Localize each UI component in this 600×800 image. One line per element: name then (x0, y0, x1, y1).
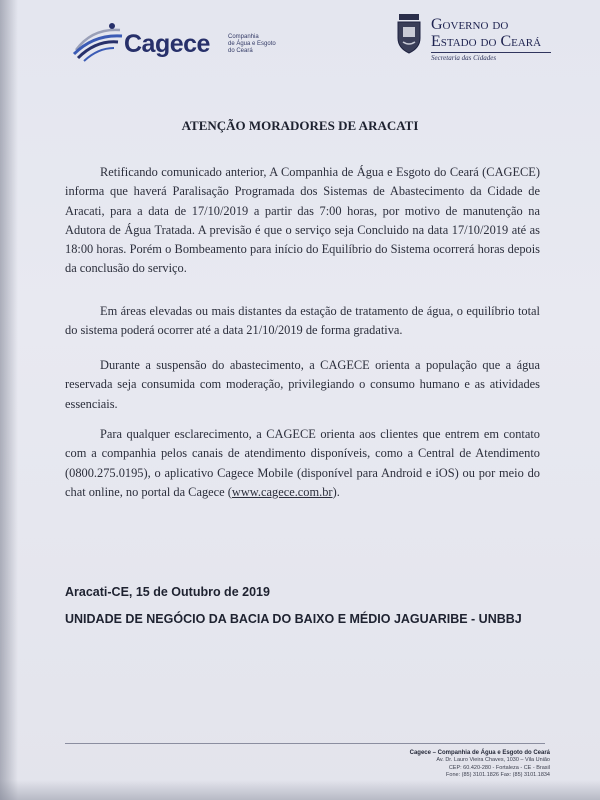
paragraph-interruption: Retificando comunicado anterior, A Companhia de Água e Esgoto do Ceará (CAGECE) informa que haverá Paralisação Programada dos Sistemas de Abastecimento da Cidade de Aracati, para a data de 17/10/2019 a partir das 7:00 horas, por motivo de manutenção na Adutora de Água Tratada. A previsão é que o serviço seja Concluido na data 17/10/2019 até as 18:00 horas. Porém o Bombeamento para início do Equilíbrio do Sistema ocorrerá horas depois da conclusão do serviço. (65, 165, 540, 276)
paragraph-contact (65, 425, 540, 502)
paragraph-consumption: Durante a suspensão do abastecimento, a CAGECE orienta a população que a água reservada seja consumida com moderação, privilegiando o consumo humano e as atividades essenciais. (65, 358, 540, 411)
governo-title: Governo do Estado do Ceará (431, 16, 542, 50)
date-line: Aracati-CE, 15 de Outubro de 2019 (65, 585, 270, 599)
footer-company-name: Cagece – Companhia de Água e Esgoto do Ceará (409, 750, 550, 756)
footer-address (405, 749, 550, 780)
footer-phone-line: Fone: (85) 3101.1826 Fax: (85) 3101.1834 (446, 772, 550, 778)
governo-subtitle: Secretaria das Cidades (431, 54, 497, 62)
business-unit-line: UNIDADE DE NEGÓCIO DA BACIA DO BAIXO E MÉDIO JAGUARIBE - UNBBJ (65, 612, 522, 626)
document-title: ATENÇÃO MORADORES DE ARACATI (181, 118, 419, 133)
paragraph-elevated-areas: Em áreas elevadas ou mais distantes da estação de tratamento de água, o equilíbrio total do sistema poderá ocorrer até a data 21/10/2019 de forma gradativa. (65, 304, 540, 338)
contact-text-after: ). (332, 484, 340, 499)
scan-shadow-bottom (0, 780, 600, 800)
footer-address-line: Av. Dr. Lauro Vieira Chaves, 1030 – Vila União (436, 757, 550, 763)
cagece-swoosh-icon (72, 20, 124, 64)
governo-divider (431, 52, 551, 53)
cagece-wordmark: Cagece (124, 30, 210, 58)
footer-cep-line: CEP: 60.420-280 - Fortaleza - CE - Brasil (448, 764, 550, 771)
footer-divider (65, 743, 545, 744)
coat-of-arms-icon (395, 14, 423, 54)
cagece-logo (72, 20, 282, 68)
contact-text-before: Para qualquer esclarecimento, a CAGECE orienta aos clientes que entrem em contato com a companhia pelos canais de atendimento disponíveis, como a Central de Atendimento (0800.275.0195), o aplicativo Cagece Mobile (disponível para Android e iOS) ou por meio do chat online, no portal da Cagece ( (65, 427, 540, 499)
cagece-website-link[interactable]: www.cagece.com.br (231, 484, 333, 499)
cagece-subtitle: Companhia de Água e Esgoto do Ceará (228, 34, 276, 54)
governo-logo (395, 14, 585, 66)
